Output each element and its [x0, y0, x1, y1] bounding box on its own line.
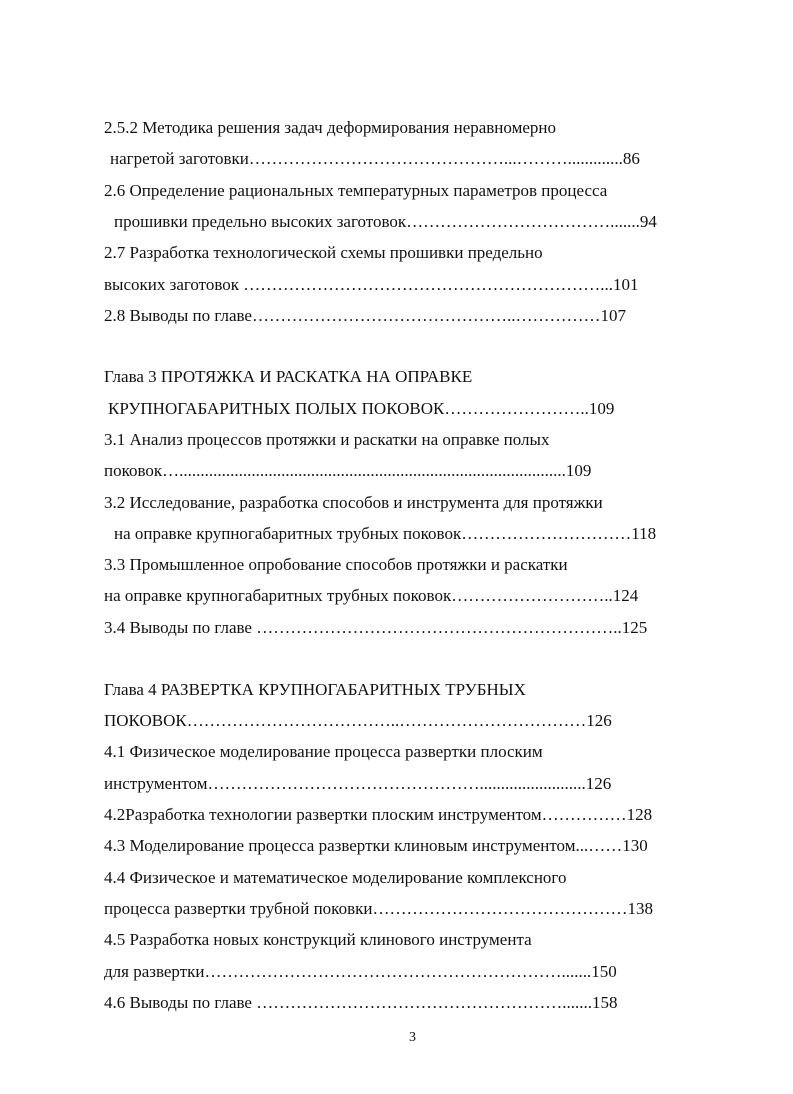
toc-line-text: инструментом………………………………………….........................126: [104, 774, 612, 793]
toc-line-text: для развертки……………………………………………………….......150: [104, 962, 617, 981]
toc-line-text: 2.6 Определение рациональных температурных параметров процесса: [104, 181, 608, 200]
toc-line-text: процесса развертки трубной поковки………………………………………138: [104, 899, 653, 918]
toc-line-text: на оправке крупногабаритных трубных поковок…………………………118: [114, 524, 657, 543]
toc-line-text: высоких заготовок ………………………………………………………...101: [104, 275, 639, 294]
toc-line-text: КРУПНОГАБАРИТНЫХ ПОЛЫХ ПОКОВОК……………………..109: [108, 399, 615, 418]
toc-line-text: прошивки предельно высоких заготовок……………………………….......94: [114, 212, 657, 231]
page-number: 3: [409, 1030, 416, 1045]
toc-line-text: ПОКОВОК………………………………..……………………………126: [104, 711, 612, 730]
toc-line-text: 4.5 Разработка новых конструкций клинового инструмента: [104, 930, 532, 949]
toc-line-text: 2.5.2 Методика решения задач деформирования неравномерно: [104, 118, 556, 137]
toc-line-text: Глава 4 РАЗВЕРТКА КРУПНОГАБАРИТНЫХ ТРУБНЫХ: [104, 680, 526, 699]
toc-line-text: 3.2 Исследование, разработка способов и инструмента для протяжки: [104, 493, 603, 512]
toc-line-text: нагретой заготовки………………………………………...……….............86: [110, 149, 640, 168]
toc-line-text: 3.1 Анализ процессов протяжки и раскатки на оправке полых: [104, 430, 550, 449]
toc-line-text: 2.7 Разработка технологической схемы прошивки предельно: [104, 243, 543, 262]
toc-line-text: 3.3 Промышленное опробование способов протяжки и раскатки: [104, 555, 568, 574]
toc-line-text: поковок…...........................................................................................109: [104, 461, 592, 480]
toc-line-text: 4.4 Физическое и математическое моделирование комплексного: [104, 868, 567, 887]
toc-line-text: на оправке крупногабаритных трубных поковок………………………..124: [104, 586, 639, 605]
toc-line-text: 4.6 Выводы по главе ……………………………………………….......158: [104, 993, 618, 1012]
toc-line-text: 3.4 Выводы по главе ………………………………………………………..125: [104, 618, 648, 637]
toc-line-text: 4.2Разработка технологии развертки плоским инструментом……………128: [104, 805, 653, 824]
toc-line-text: 4.3 Моделирование процесса развертки клиновым инструментом...……130: [104, 836, 648, 855]
toc-line-text: 2.8 Выводы по главе………………………………………..……………107: [104, 306, 626, 325]
toc-line-text: 4.1 Физическое моделирование процесса развертки плоским: [104, 742, 543, 761]
toc-line-text: Глава 3 ПРОТЯЖКА И РАСКАТКА НА ОПРАВКЕ: [104, 367, 473, 386]
